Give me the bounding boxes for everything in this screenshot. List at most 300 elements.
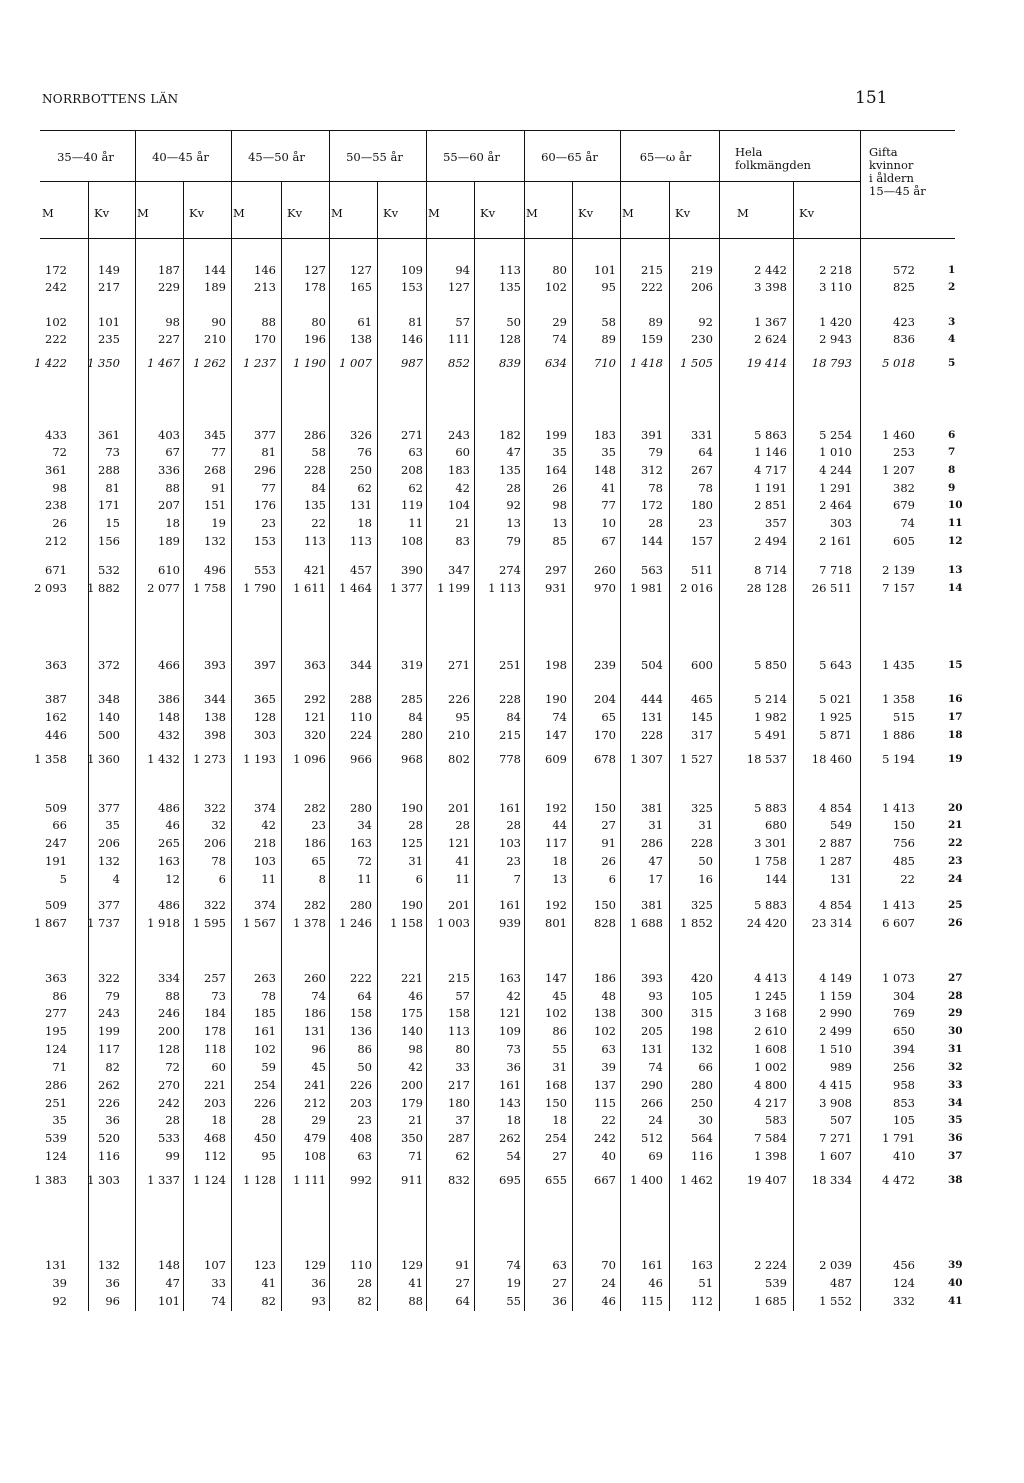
table-cell: 84 bbox=[311, 481, 326, 495]
table-cell: 496 bbox=[204, 563, 226, 577]
table-row bbox=[0, 279, 1024, 295]
table-row bbox=[0, 970, 1024, 986]
sub-header-kv: Kv bbox=[480, 206, 496, 220]
sub-column-rule bbox=[793, 182, 794, 238]
table-cell: 136 bbox=[350, 1024, 372, 1038]
table-cell: 271 bbox=[401, 428, 423, 442]
table-row bbox=[0, 1059, 1024, 1075]
row-number: 8 bbox=[948, 464, 956, 476]
table-cell: 172 bbox=[641, 498, 663, 512]
table-cell: 73 bbox=[506, 1042, 521, 1056]
table-row bbox=[0, 817, 1024, 833]
table-cell: 135 bbox=[499, 280, 521, 294]
table-cell: 196 bbox=[304, 332, 326, 346]
table-row bbox=[0, 988, 1024, 1004]
table-cell: 95 bbox=[455, 710, 470, 724]
table-cell: 73 bbox=[105, 445, 120, 459]
table-cell: 326 bbox=[350, 428, 372, 442]
table-cell: 102 bbox=[254, 1042, 276, 1056]
header-bottom-rule bbox=[40, 238, 955, 239]
table-cell: 1 199 bbox=[437, 581, 470, 595]
table-cell: 62 bbox=[408, 481, 423, 495]
table-cell: 1 464 bbox=[339, 581, 372, 595]
age-group-header: 65—ω år bbox=[639, 150, 692, 164]
table-cell: 6 bbox=[218, 872, 226, 886]
table-cell: 282 bbox=[304, 898, 326, 912]
table-cell: 50 bbox=[506, 315, 521, 329]
table-cell: 2 499 bbox=[819, 1024, 852, 1038]
table-cell: 4 800 bbox=[754, 1078, 787, 1092]
table-cell: 41 bbox=[455, 854, 470, 868]
table-cell: 46 bbox=[648, 1276, 663, 1290]
row-number: 21 bbox=[948, 819, 963, 831]
table-cell: 22 bbox=[900, 872, 915, 886]
table-cell: 7 718 bbox=[819, 563, 852, 577]
table-cell: 605 bbox=[893, 534, 915, 548]
table-cell: 251 bbox=[499, 658, 521, 672]
table-cell: 200 bbox=[401, 1078, 423, 1092]
table-cell: 254 bbox=[545, 1131, 567, 1145]
table-cell: 377 bbox=[254, 428, 276, 442]
table-cell: 486 bbox=[158, 898, 180, 912]
age-group-header: 55—60 år bbox=[443, 150, 500, 164]
table-cell: 144 bbox=[204, 263, 226, 277]
table-cell: 992 bbox=[350, 1173, 372, 1187]
table-cell: 74 bbox=[648, 1060, 663, 1074]
table-cell: 1 422 bbox=[34, 356, 67, 370]
table-cell: 23 bbox=[311, 818, 326, 832]
table-cell: 24 420 bbox=[746, 916, 787, 930]
table-cell: 199 bbox=[98, 1024, 120, 1038]
table-cell: 317 bbox=[691, 728, 713, 742]
table-cell: 206 bbox=[204, 836, 226, 850]
table-cell: 6 bbox=[415, 872, 423, 886]
table-cell: 583 bbox=[765, 1113, 787, 1127]
table-cell: 63 bbox=[552, 1258, 567, 1272]
table-cell: 2 161 bbox=[819, 534, 852, 548]
table-cell: 931 bbox=[545, 581, 567, 595]
table-cell: 12 bbox=[165, 872, 180, 886]
table-cell: 123 bbox=[254, 1258, 276, 1272]
table-cell: 509 bbox=[45, 898, 67, 912]
table-cell: 64 bbox=[357, 989, 372, 1003]
table-cell: 987 bbox=[401, 356, 423, 370]
row-number: 15 bbox=[948, 659, 963, 671]
table-cell: 1 567 bbox=[243, 916, 276, 930]
table-cell: 322 bbox=[98, 971, 120, 985]
table-cell: 286 bbox=[641, 836, 663, 850]
table-cell: 42 bbox=[455, 481, 470, 495]
table-cell: 26 511 bbox=[811, 581, 852, 595]
table-cell: 769 bbox=[893, 1006, 915, 1020]
table-cell: 132 bbox=[691, 1042, 713, 1056]
table-cell: 57 bbox=[455, 315, 470, 329]
table-cell: 968 bbox=[401, 752, 423, 766]
table-cell: 403 bbox=[158, 428, 180, 442]
row-number: 13 bbox=[948, 564, 963, 576]
table-cell: 420 bbox=[691, 971, 713, 985]
table-cell: 78 bbox=[698, 481, 713, 495]
table-cell: 192 bbox=[545, 898, 567, 912]
table-cell: 13 bbox=[506, 516, 521, 530]
row-number: 24 bbox=[948, 873, 963, 885]
table-cell: 1 925 bbox=[819, 710, 852, 724]
table-cell: 282 bbox=[304, 801, 326, 815]
table-cell: 457 bbox=[350, 563, 372, 577]
table-cell: 24 bbox=[648, 1113, 663, 1127]
table-cell: 778 bbox=[499, 752, 521, 766]
table-cell: 40 bbox=[601, 1149, 616, 1163]
table-cell: 226 bbox=[98, 1096, 120, 1110]
table-cell: 127 bbox=[304, 263, 326, 277]
table-row bbox=[0, 1172, 1024, 1188]
table-cell: 207 bbox=[158, 498, 180, 512]
table-cell: 2 139 bbox=[882, 563, 915, 577]
table-cell: 280 bbox=[350, 898, 372, 912]
table-cell: 286 bbox=[45, 1078, 67, 1092]
table-cell: 108 bbox=[304, 1149, 326, 1163]
table-cell: 26 bbox=[601, 854, 616, 868]
table-cell: 35 bbox=[601, 445, 616, 459]
table-cell: 363 bbox=[45, 971, 67, 985]
row-number: 32 bbox=[948, 1061, 963, 1073]
table-cell: 144 bbox=[765, 872, 787, 886]
sub-header-m: M bbox=[428, 206, 440, 220]
table-cell: 609 bbox=[545, 752, 567, 766]
table-cell: 41 bbox=[408, 1276, 423, 1290]
table-cell: 102 bbox=[545, 280, 567, 294]
table-cell: 59 bbox=[261, 1060, 276, 1074]
table-cell: 89 bbox=[648, 315, 663, 329]
table-cell: 24 bbox=[601, 1276, 616, 1290]
row-number: 1 bbox=[948, 264, 956, 276]
table-cell: 466 bbox=[158, 658, 180, 672]
table-cell: 348 bbox=[98, 692, 120, 706]
table-cell: 504 bbox=[641, 658, 663, 672]
sub-column-rule bbox=[183, 182, 184, 238]
table-cell: 18 537 bbox=[746, 752, 787, 766]
table-cell: 304 bbox=[893, 989, 915, 1003]
table-cell: 127 bbox=[448, 280, 470, 294]
table-cell: 292 bbox=[304, 692, 326, 706]
table-cell: 1 737 bbox=[87, 916, 120, 930]
table-cell: 146 bbox=[254, 263, 276, 277]
table-cell: 46 bbox=[601, 1294, 616, 1308]
table-cell: 263 bbox=[254, 971, 276, 985]
sub-column-rule bbox=[620, 182, 621, 238]
table-cell: 74 bbox=[211, 1294, 226, 1308]
table-cell: 1 003 bbox=[437, 916, 470, 930]
sub-column-rule bbox=[377, 182, 378, 238]
age-group-header: 45—50 år bbox=[248, 150, 305, 164]
table-cell: 86 bbox=[357, 1042, 372, 1056]
row-number: 41 bbox=[948, 1295, 963, 1307]
table-cell: 45 bbox=[311, 1060, 326, 1074]
table-cell: 81 bbox=[261, 445, 276, 459]
table-cell: 102 bbox=[594, 1024, 616, 1038]
table-cell: 64 bbox=[455, 1294, 470, 1308]
table-cell: 88 bbox=[261, 315, 276, 329]
table-cell: 228 bbox=[691, 836, 713, 850]
table-cell: 242 bbox=[158, 1096, 180, 1110]
table-cell: 65 bbox=[601, 710, 616, 724]
table-cell: 6 607 bbox=[882, 916, 915, 930]
age-group-header: 40—45 år bbox=[152, 150, 209, 164]
table-cell: 2 610 bbox=[754, 1024, 787, 1038]
table-cell: 178 bbox=[204, 1024, 226, 1038]
table-cell: 7 584 bbox=[754, 1131, 787, 1145]
table-cell: 111 bbox=[448, 332, 470, 346]
table-cell: 11 bbox=[357, 872, 372, 886]
table-cell: 54 bbox=[506, 1149, 521, 1163]
table-cell: 634 bbox=[545, 356, 567, 370]
table-cell: 1 358 bbox=[882, 692, 915, 706]
table-cell: 2 887 bbox=[819, 836, 852, 850]
table-cell: 222 bbox=[350, 971, 372, 985]
table-cell: 64 bbox=[698, 445, 713, 459]
table-cell: 287 bbox=[448, 1131, 470, 1145]
table-cell: 226 bbox=[254, 1096, 276, 1110]
table-cell: 23 bbox=[261, 516, 276, 530]
table-cell: 163 bbox=[499, 971, 521, 985]
table-cell: 1 303 bbox=[87, 1173, 120, 1187]
table-cell: 129 bbox=[401, 1258, 423, 1272]
table-cell: 500 bbox=[98, 728, 120, 742]
table-cell: 186 bbox=[594, 971, 616, 985]
table-cell: 23 bbox=[357, 1113, 372, 1127]
table-cell: 102 bbox=[545, 1006, 567, 1020]
table-cell: 195 bbox=[45, 1024, 67, 1038]
table-cell: 62 bbox=[357, 481, 372, 495]
table-cell: 29 bbox=[311, 1113, 326, 1127]
table-cell: 80 bbox=[455, 1042, 470, 1056]
table-cell: 4 bbox=[112, 872, 120, 886]
table-cell: 19 414 bbox=[746, 356, 787, 370]
table-cell: 280 bbox=[691, 1078, 713, 1092]
table-cell: 36 bbox=[506, 1060, 521, 1074]
table-cell: 36 bbox=[105, 1113, 120, 1127]
table-cell: 28 bbox=[455, 818, 470, 832]
table-cell: 95 bbox=[601, 280, 616, 294]
table-cell: 81 bbox=[408, 315, 423, 329]
table-cell: 132 bbox=[98, 1258, 120, 1272]
table-cell: 50 bbox=[698, 854, 713, 868]
table-cell: 183 bbox=[448, 463, 470, 477]
table-cell: 655 bbox=[545, 1173, 567, 1187]
table-cell: 163 bbox=[158, 854, 180, 868]
row-number: 14 bbox=[948, 582, 963, 594]
sub-header-m: M bbox=[42, 206, 54, 220]
table-cell: 1 237 bbox=[243, 356, 276, 370]
table-cell: 268 bbox=[204, 463, 226, 477]
table-cell: 210 bbox=[448, 728, 470, 742]
table-cell: 121 bbox=[448, 836, 470, 850]
table-cell: 332 bbox=[893, 1294, 915, 1308]
table-cell: 150 bbox=[594, 898, 616, 912]
table-cell: 710 bbox=[594, 356, 616, 370]
table-cell: 1 420 bbox=[819, 315, 852, 329]
table-cell: 1 360 bbox=[87, 752, 120, 766]
table-cell: 433 bbox=[45, 428, 67, 442]
table-cell: 27 bbox=[601, 818, 616, 832]
table-cell: 5 bbox=[59, 872, 67, 886]
table-cell: 89 bbox=[601, 332, 616, 346]
table-cell: 98 bbox=[165, 315, 180, 329]
table-cell: 852 bbox=[448, 356, 470, 370]
table-cell: 274 bbox=[499, 563, 521, 577]
hela-header-line1: Hela bbox=[735, 145, 763, 159]
table-cell: 110 bbox=[350, 710, 372, 724]
table-cell: 115 bbox=[641, 1294, 663, 1308]
table-cell: 1 007 bbox=[339, 356, 372, 370]
table-cell: 80 bbox=[311, 315, 326, 329]
row-number: 30 bbox=[948, 1025, 963, 1037]
table-cell: 229 bbox=[158, 280, 180, 294]
table-cell: 226 bbox=[448, 692, 470, 706]
table-cell: 31 bbox=[698, 818, 713, 832]
table-cell: 206 bbox=[691, 280, 713, 294]
table-cell: 1 505 bbox=[680, 356, 713, 370]
table-cell: 70 bbox=[601, 1258, 616, 1272]
table-cell: 115 bbox=[594, 1096, 616, 1110]
table-cell: 277 bbox=[45, 1006, 67, 1020]
table-cell: 162 bbox=[45, 710, 67, 724]
table-cell: 175 bbox=[401, 1006, 423, 1020]
table-cell: 218 bbox=[254, 836, 276, 850]
table-row bbox=[0, 1148, 1024, 1164]
table-cell: 408 bbox=[350, 1131, 372, 1145]
table-cell: 228 bbox=[499, 692, 521, 706]
table-cell: 1 111 bbox=[293, 1173, 326, 1187]
table-cell: 41 bbox=[261, 1276, 276, 1290]
table-cell: 1 158 bbox=[390, 916, 423, 930]
table-cell: 8 bbox=[318, 872, 326, 886]
table-cell: 29 bbox=[552, 315, 567, 329]
table-cell: 486 bbox=[158, 801, 180, 815]
table-cell: 539 bbox=[45, 1131, 67, 1145]
table-cell: 77 bbox=[601, 498, 616, 512]
table-cell: 2 943 bbox=[819, 332, 852, 346]
table-cell: 158 bbox=[350, 1006, 372, 1020]
table-cell: 1 608 bbox=[754, 1042, 787, 1056]
table-cell: 836 bbox=[893, 332, 915, 346]
table-cell: 201 bbox=[448, 801, 470, 815]
table-cell: 77 bbox=[211, 445, 226, 459]
table-cell: 124 bbox=[893, 1276, 915, 1290]
table-cell: 4 717 bbox=[754, 463, 787, 477]
table-cell: 1 262 bbox=[193, 356, 226, 370]
table-cell: 230 bbox=[691, 332, 713, 346]
table-cell: 1 377 bbox=[390, 581, 423, 595]
table-cell: 213 bbox=[254, 280, 276, 294]
table-cell: 39 bbox=[52, 1276, 67, 1290]
table-cell: 47 bbox=[506, 445, 521, 459]
table-cell: 28 bbox=[506, 481, 521, 495]
table-cell: 153 bbox=[254, 534, 276, 548]
table-row bbox=[0, 515, 1024, 531]
table-cell: 101 bbox=[98, 315, 120, 329]
table-cell: 479 bbox=[304, 1131, 326, 1145]
table-cell: 1 432 bbox=[147, 752, 180, 766]
table-cell: 374 bbox=[254, 898, 276, 912]
table-cell: 423 bbox=[893, 315, 915, 329]
table-cell: 1 790 bbox=[243, 581, 276, 595]
table-cell: 1 146 bbox=[754, 445, 787, 459]
table-cell: 970 bbox=[594, 581, 616, 595]
table-cell: 600 bbox=[691, 658, 713, 672]
table-cell: 132 bbox=[98, 854, 120, 868]
row-number: 7 bbox=[948, 446, 956, 458]
table-cell: 394 bbox=[893, 1042, 915, 1056]
table-cell: 27 bbox=[455, 1276, 470, 1290]
sub-header-kv: Kv bbox=[383, 206, 399, 220]
table-cell: 1 398 bbox=[754, 1149, 787, 1163]
table-cell: 563 bbox=[641, 563, 663, 577]
table-cell: 105 bbox=[691, 989, 713, 1003]
table-cell: 363 bbox=[45, 658, 67, 672]
table-cell: 28 bbox=[408, 818, 423, 832]
table-cell: 35 bbox=[52, 1113, 67, 1127]
table-cell: 239 bbox=[594, 658, 616, 672]
table-cell: 203 bbox=[204, 1096, 226, 1110]
table-cell: 958 bbox=[893, 1078, 915, 1092]
table-cell: 72 bbox=[357, 854, 372, 868]
table-row bbox=[0, 562, 1024, 578]
table-cell: 19 bbox=[506, 1276, 521, 1290]
table-cell: 16 bbox=[698, 872, 713, 886]
table-cell: 129 bbox=[304, 1258, 326, 1272]
table-cell: 67 bbox=[165, 445, 180, 459]
table-cell: 19 bbox=[211, 516, 226, 530]
table-cell: 72 bbox=[52, 445, 67, 459]
table-cell: 58 bbox=[601, 315, 616, 329]
table-cell: 18 bbox=[506, 1113, 521, 1127]
row-number: 3 bbox=[948, 316, 956, 328]
row-number: 6 bbox=[948, 429, 956, 441]
table-cell: 127 bbox=[350, 263, 372, 277]
sub-header-kv: Kv bbox=[94, 206, 110, 220]
table-cell: 564 bbox=[691, 1131, 713, 1145]
table-cell: 170 bbox=[594, 728, 616, 742]
table-cell: 125 bbox=[401, 836, 423, 850]
table-cell: 93 bbox=[311, 1294, 326, 1308]
table-cell: 7 bbox=[513, 872, 521, 886]
table-cell: 180 bbox=[691, 498, 713, 512]
table-cell: 446 bbox=[45, 728, 67, 742]
table-cell: 60 bbox=[211, 1060, 226, 1074]
table-cell: 103 bbox=[499, 836, 521, 850]
table-cell: 176 bbox=[254, 498, 276, 512]
table-cell: 128 bbox=[499, 332, 521, 346]
table-cell: 26 bbox=[552, 481, 567, 495]
table-cell: 1 128 bbox=[243, 1173, 276, 1187]
table-cell: 1 413 bbox=[882, 898, 915, 912]
table-cell: 410 bbox=[893, 1149, 915, 1163]
table-cell: 222 bbox=[641, 280, 663, 294]
row-number: 27 bbox=[948, 972, 963, 984]
table-cell: 161 bbox=[641, 1258, 663, 1272]
table-cell: 158 bbox=[448, 1006, 470, 1020]
table-cell: 109 bbox=[499, 1024, 521, 1038]
table-cell: 520 bbox=[98, 1131, 120, 1145]
table-cell: 254 bbox=[254, 1078, 276, 1092]
table-cell: 262 bbox=[499, 1131, 521, 1145]
table-cell: 11 bbox=[408, 516, 423, 530]
table-cell: 215 bbox=[448, 971, 470, 985]
table-row bbox=[0, 1293, 1024, 1309]
sub-header-m: M bbox=[526, 206, 538, 220]
table-cell: 374 bbox=[254, 801, 276, 815]
